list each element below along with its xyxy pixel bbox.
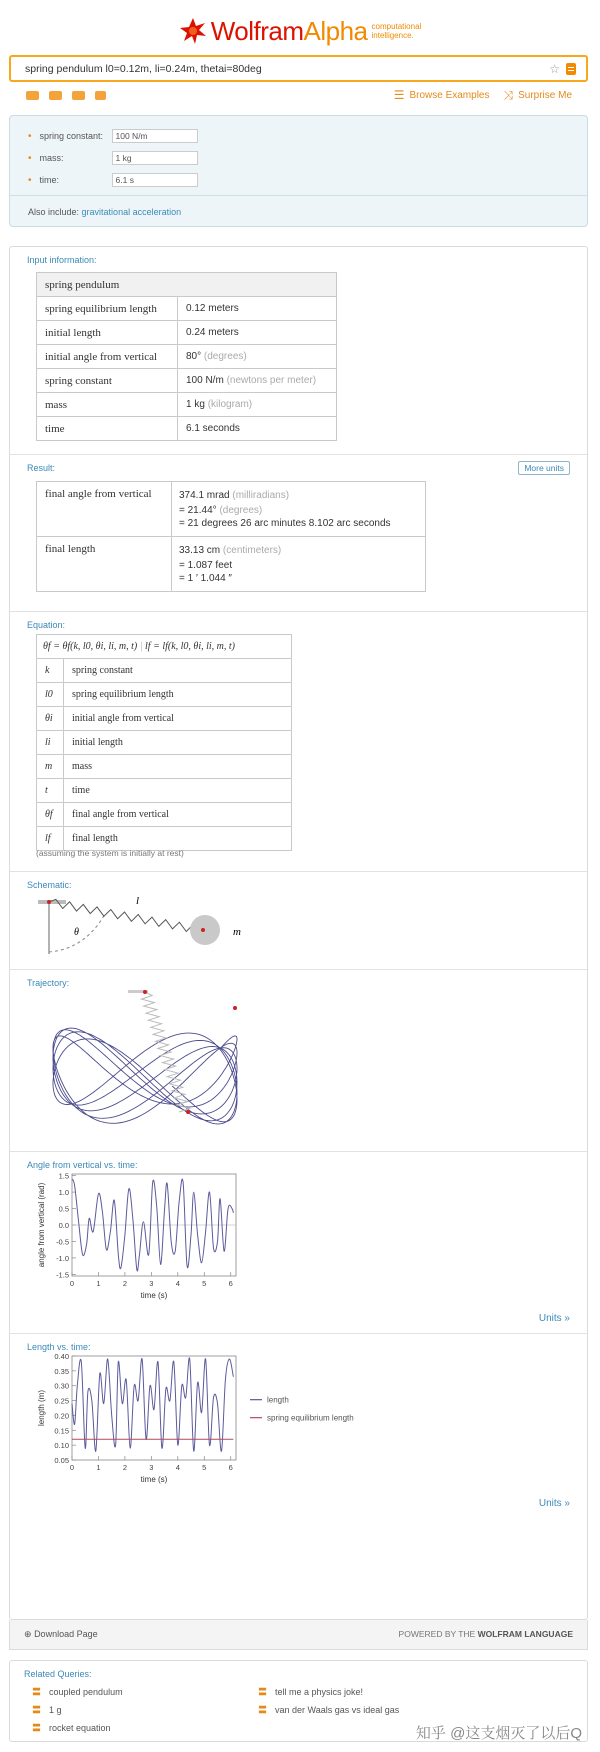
x-tick-label: 4 bbox=[175, 1463, 180, 1472]
x-tick-label: 3 bbox=[149, 1463, 154, 1472]
schematic-label-l: l bbox=[136, 895, 140, 907]
keyboard-icon[interactable] bbox=[26, 91, 39, 100]
bullet-icon: • bbox=[28, 130, 32, 142]
pod-title: Angle from vertical vs. time: bbox=[27, 1160, 138, 1170]
list-icon: ☰ bbox=[393, 88, 405, 102]
pivot-point bbox=[143, 990, 147, 994]
footer-bar bbox=[9, 1620, 588, 1650]
x-tick-label: 0 bbox=[69, 1279, 75, 1288]
table-row: initial length 0.24 meters bbox=[37, 321, 337, 345]
x-tick-label: 5 bbox=[202, 1463, 207, 1472]
logo-tagline: computational intelligence. bbox=[371, 22, 422, 40]
results-card bbox=[9, 246, 588, 1620]
pod-equation bbox=[10, 611, 587, 871]
table-row: final angle from vertical 374.1 mrad (milliradians) = 21.44° (degrees) = 21 degrees 26 arc minutes 8.102 arc seconds bbox=[37, 482, 426, 537]
also-include: Also include: gravitational acceleration bbox=[28, 207, 182, 217]
time-field[interactable]: 6.1 s bbox=[112, 173, 198, 187]
param-time: • time: 6.1 s bbox=[28, 173, 198, 187]
y-axis-label: angle from vertical (rad) bbox=[37, 1182, 46, 1268]
compute-button[interactable] bbox=[566, 63, 576, 75]
related-item[interactable]: 〓 coupled pendulum bbox=[32, 1686, 123, 1697]
table-icon[interactable] bbox=[72, 91, 85, 100]
pod-result bbox=[10, 454, 587, 611]
powered-by[interactable]: POWERED BY THE WOLFRAM LANGUAGE bbox=[398, 1629, 573, 1639]
pod-angle-plot bbox=[10, 1151, 587, 1333]
table-row: mass 1 kg (kilogram) bbox=[37, 393, 337, 417]
y-tick-label: 0.05 bbox=[54, 1456, 69, 1465]
table-row: time 6.1 seconds bbox=[37, 417, 337, 441]
equation-note: (assuming the system is initially at rest) bbox=[36, 848, 184, 858]
pod-schematic bbox=[10, 871, 587, 969]
pod-trajectory bbox=[10, 969, 587, 1151]
input-table bbox=[36, 272, 337, 441]
x-axis-label: time (s) bbox=[140, 1291, 168, 1300]
y-axis-label: length (m) bbox=[37, 1389, 46, 1427]
table-row: θi initial angle from vertical bbox=[37, 707, 292, 731]
param-spring-constant: • spring constant: 100 N/m bbox=[28, 129, 198, 143]
table-row: m mass bbox=[37, 755, 292, 779]
table-row: initial angle from vertical 80° (degrees) bbox=[37, 345, 337, 369]
y-tick-label: -1.5 bbox=[56, 1270, 69, 1280]
pod-title: Equation: bbox=[27, 620, 66, 630]
related-icon: 〓 bbox=[258, 1687, 268, 1697]
angle-vs-time-chart bbox=[30, 1170, 260, 1310]
download-icon: ⊕ bbox=[24, 1629, 32, 1639]
result-table bbox=[36, 481, 426, 592]
table-row: l0 spring equilibrium length bbox=[37, 683, 292, 707]
y-tick-label: 0.40 bbox=[54, 1352, 69, 1361]
pod-title: Schematic: bbox=[27, 880, 72, 890]
related-icon: 〓 bbox=[258, 1705, 268, 1715]
units-link[interactable]: Units » bbox=[538, 1313, 570, 1324]
pod-input-information bbox=[10, 247, 587, 454]
pod-title: Result: bbox=[27, 463, 56, 473]
table-row: spring constant 100 N/m (newtons per meter) bbox=[37, 369, 337, 393]
y-tick-label: -0.5 bbox=[56, 1237, 69, 1247]
mass-field[interactable]: 1 kg bbox=[112, 151, 198, 165]
watermark: 知乎 @这支烟灭了以后Q bbox=[415, 1725, 582, 1742]
x-tick-label: 6 bbox=[228, 1463, 233, 1472]
camera-icon[interactable] bbox=[49, 91, 62, 100]
schematic-label-theta: θ bbox=[74, 927, 79, 938]
x-tick-label: 2 bbox=[122, 1279, 127, 1288]
search-input[interactable]: spring pendulum l0=0.12m, li=0.24m, thetai=80deg bbox=[25, 62, 262, 75]
units-link[interactable]: Units » bbox=[538, 1498, 570, 1509]
y-tick-label: 0.25 bbox=[54, 1396, 69, 1406]
related-item[interactable]: 〓 tell me a physics joke! bbox=[258, 1686, 364, 1697]
y-tick-label: 0.30 bbox=[54, 1381, 69, 1391]
x-tick-label: 5 bbox=[202, 1279, 207, 1288]
y-tick-label: -1.0 bbox=[56, 1253, 69, 1263]
end-point bbox=[186, 1110, 190, 1114]
download-page-link[interactable]: ⊕ Download Page bbox=[24, 1629, 98, 1639]
equation-table: θf = θf(k, l0, θi, li, m, t) | lf = lf(k, l0, θi, li, m, t) k spring constant l0 spring equilibrium length θi initial angle from vertical li initial length m mass t time θf final angle from vertical lf final length bbox=[36, 634, 292, 851]
input-toolbar bbox=[26, 88, 572, 102]
table-row: final length 33.13 cm (centimeters) = 1.087 feet = 1 ′ 1.044 ″ bbox=[37, 537, 426, 592]
x-axis-label: time (s) bbox=[140, 1475, 168, 1484]
y-tick-label: 0.0 bbox=[58, 1221, 69, 1230]
x-tick-label: 2 bbox=[122, 1463, 127, 1472]
start-point bbox=[233, 1006, 237, 1010]
y-tick-label: 0.20 bbox=[54, 1411, 69, 1421]
x-tick-label: 1 bbox=[96, 1279, 101, 1288]
x-tick-label: 1 bbox=[96, 1463, 101, 1472]
search-bar[interactable] bbox=[9, 55, 588, 82]
table-row: lf final length bbox=[37, 827, 292, 851]
length-vs-time-chart bbox=[30, 1352, 390, 1497]
browse-examples-link[interactable]: ☰ Browse Examples bbox=[393, 88, 490, 102]
pod-title: Trajectory: bbox=[27, 978, 70, 988]
related-item[interactable]: 〓 rocket equation bbox=[32, 1722, 111, 1733]
pod-length-plot bbox=[10, 1333, 587, 1521]
related-icon: 〓 bbox=[32, 1723, 42, 1733]
x-tick-label: 0 bbox=[69, 1463, 75, 1472]
table-row: θf final angle from vertical bbox=[37, 803, 292, 827]
divider bbox=[10, 195, 587, 196]
pod-title: Input information: bbox=[27, 255, 97, 265]
spring-trace bbox=[141, 992, 189, 1112]
assumptions-panel bbox=[9, 115, 588, 227]
favorite-star-icon[interactable]: ☆ bbox=[549, 61, 560, 76]
x-tick-label: 3 bbox=[149, 1279, 154, 1288]
trajectory-plot bbox=[30, 988, 270, 1150]
y-tick-label: 1.0 bbox=[58, 1188, 69, 1198]
x-tick-label: 4 bbox=[175, 1279, 180, 1288]
input-table-header: spring pendulum bbox=[37, 273, 337, 297]
related-icon: 〓 bbox=[32, 1687, 42, 1697]
legend-label: spring equilibrium length bbox=[267, 1413, 354, 1423]
related-title: Related Queries: bbox=[24, 1669, 92, 1679]
legend-label: length bbox=[267, 1395, 289, 1405]
table-row: li initial length bbox=[37, 731, 292, 755]
bullet-icon: • bbox=[28, 152, 32, 164]
y-tick-label: 0.35 bbox=[54, 1366, 69, 1376]
shuffle-icon: ⤨ bbox=[503, 87, 514, 102]
more-units-button[interactable]: More units bbox=[518, 461, 570, 475]
table-row: k spring constant bbox=[37, 659, 292, 683]
also-include-link[interactable]: gravitational acceleration bbox=[81, 207, 182, 217]
spring-constant-field[interactable]: 100 N/m bbox=[112, 129, 198, 143]
surprise-me-link[interactable]: ⤨ Surprise Me bbox=[503, 87, 572, 102]
trajectory-path bbox=[53, 1028, 237, 1124]
pod-title: Length vs. time: bbox=[27, 1342, 91, 1352]
schematic-diagram bbox=[30, 894, 270, 966]
y-tick-label: 0.5 bbox=[58, 1204, 69, 1214]
param-mass: • mass: 1 kg bbox=[28, 151, 198, 165]
wolfram-alpha-logo[interactable] bbox=[0, 14, 600, 48]
table-row: spring equilibrium length 0.12 meters bbox=[37, 297, 337, 321]
table-row: t time bbox=[37, 779, 292, 803]
y-tick-label: 0.10 bbox=[54, 1441, 69, 1451]
y-tick-label: 0.15 bbox=[54, 1426, 69, 1436]
schematic-label-m: m bbox=[233, 926, 241, 938]
logo-wordmark: WolframAlpha bbox=[210, 15, 368, 46]
x-tick-label: 6 bbox=[228, 1279, 233, 1288]
related-icon: 〓 bbox=[32, 1705, 42, 1715]
related-item[interactable]: 〓 van der Waals gas vs ideal gas bbox=[258, 1704, 400, 1715]
related-item[interactable]: 〓 1 g bbox=[32, 1704, 62, 1715]
bullet-icon: • bbox=[28, 174, 32, 186]
extended-keyboard-icon[interactable] bbox=[95, 91, 106, 100]
y-tick-label: 1.5 bbox=[58, 1171, 69, 1181]
spikey-logo-icon bbox=[179, 17, 207, 45]
